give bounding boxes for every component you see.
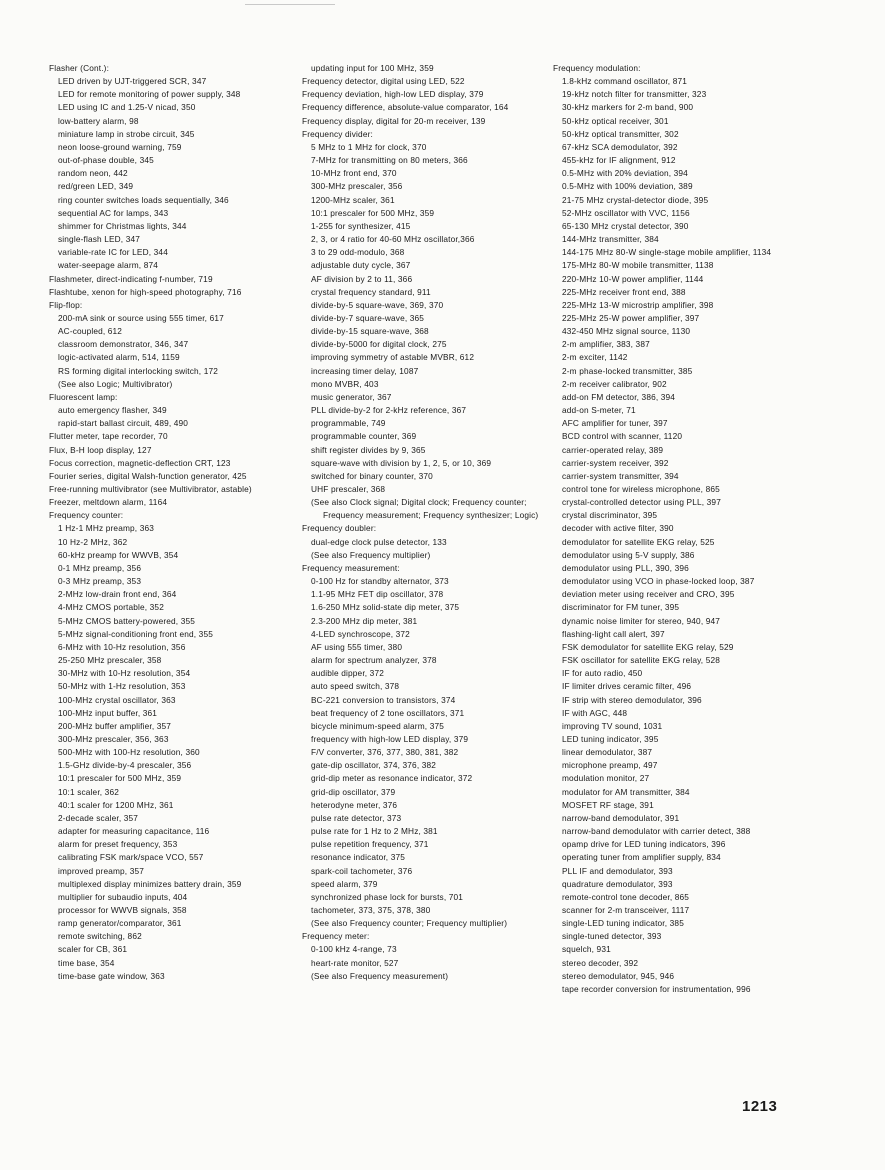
index-subentry: narrow-band demodulator with carrier detect, 388: [562, 826, 751, 837]
index-subentry: BCD control with scanner, 1120: [562, 431, 683, 442]
index-subentry: neon loose-ground warning, 759: [58, 141, 182, 152]
index-subentry: control tone for wireless microphone, 865: [562, 484, 720, 494]
index-subentry: 1.1-95 MHz FET dip oscillator, 378: [311, 589, 444, 600]
index-subentry: PLL divide-by-2 for 2-kHz reference, 367: [311, 405, 467, 416]
index-heading-entry: Flashmeter, direct-indicating f-number, 719: [49, 273, 213, 284]
index-subentry: 5-MHz CMOS battery-powered, 355: [58, 615, 195, 626]
index-heading-entry: Frequency measurement:: [302, 562, 400, 573]
index-subentry: 2-m amplifier, 383, 387: [562, 339, 650, 350]
index-subentry: operating tuner from amplifier supply, 834: [562, 852, 721, 863]
index-subentry: increasing timer delay, 1087: [311, 365, 419, 376]
index-subentry: 144-MHz transmitter, 384: [562, 234, 659, 245]
index-subentry: 300-MHz prescaler, 356, 363: [58, 733, 169, 744]
index-subentry: 50-MHz with 1-Hz resolution, 353: [58, 681, 186, 692]
index-subentry: 200-mA sink or source using 555 timer, 617: [58, 312, 224, 323]
index-subentry: quadrature demodulator, 393: [562, 878, 673, 889]
index-heading-entry: Frequency counter:: [49, 510, 124, 521]
index-subentry: F/V converter, 376, 377, 380, 381, 382: [311, 747, 459, 758]
index-subentry: alarm for spectrum analyzer, 378: [311, 655, 437, 666]
index-subentry: improving TV sound, 1031: [562, 720, 663, 731]
index-subentry: shimmer for Christmas lights, 344: [58, 220, 187, 231]
index-subentry: tachometer, 373, 375, 378, 380: [311, 905, 431, 915]
index-subentry: 10:1 prescaler for 500 MHz, 359: [311, 207, 435, 218]
index-heading-entry: Frequency deviation, high-low LED display, 379: [302, 89, 484, 100]
index-subentry: 1-255 for synthesizer, 415: [311, 220, 411, 231]
index-subentry: resonance indicator, 375: [311, 852, 406, 863]
index-subentry: RS forming digital interlocking switch, 172: [58, 365, 219, 376]
index-subentry: 1200-MHz scaler, 361: [311, 194, 395, 205]
index-subentry: 225-MHz 25-W power amplifier, 397: [562, 312, 700, 323]
index-subentry: LED driven by UJT-triggered SCR, 347: [58, 76, 207, 87]
top-edge-line: [245, 4, 335, 5]
index-subentry: pulse rate detector, 373: [311, 812, 402, 823]
index-subentry: 1 Hz-1 MHz preamp, 363: [58, 523, 154, 534]
index-subentry: scanner for 2-m transceiver, 1117: [562, 905, 690, 915]
index-subentry: 2, 3, or 4 ratio for 40-60 MHz oscillator,366: [311, 234, 475, 245]
index-subentry: 52-MHz oscillator with VVC, 1156: [562, 207, 690, 218]
index-subentry: 2-m phase-locked transmitter, 385: [562, 365, 693, 376]
index-subentry: LED using IC and 1.25-V nicad, 350: [58, 102, 196, 113]
index-subentry: logic-activated alarm, 514, 1159: [58, 352, 180, 363]
index-subentry: IF for auto radio, 450: [562, 668, 643, 679]
index-subentry: dual-edge clock pulse detector, 133: [311, 536, 447, 547]
page-number: 1213: [742, 1098, 778, 1115]
index-subentry: 100-MHz crystal oscillator, 363: [58, 694, 176, 705]
index-subentry: 0-3 MHz preamp, 353: [58, 576, 142, 587]
index-subentry: ramp generator/comparator, 361: [58, 918, 182, 929]
index-subentry: 4-MHz CMOS portable, 352: [58, 602, 164, 613]
index-column-2: [302, 62, 544, 983]
index-heading-entry: Freezer, meltdown alarm, 1164: [49, 497, 168, 508]
index-subentry: 1.5-GHz divide-by-4 prescaler, 356: [58, 760, 192, 771]
index-subentry: adapter for measuring capacitance, 116: [58, 826, 210, 837]
index-subentry: switched for binary counter, 370: [311, 470, 433, 481]
index-subentry: 2-decade scaler, 357: [58, 812, 139, 823]
index-subentry: squelch, 931: [562, 944, 611, 955]
index-subentry: single-LED tuning indicator, 385: [562, 918, 684, 929]
index-subentry: updating input for 100 MHz, 359: [311, 63, 434, 73]
index-subentry: 7-MHz for transmitting on 80 meters, 366: [311, 155, 468, 166]
index-heading-entry: Fluorescent lamp:: [49, 391, 118, 402]
index-subentry: gate-dip oscillator, 374, 376, 382: [311, 760, 437, 771]
index-heading-entry: Flip-flop:: [49, 299, 83, 310]
index-subentry: 10 Hz-2 MHz, 362: [58, 536, 128, 547]
index-subentry: AF division by 2 to 11, 366: [311, 273, 413, 284]
index-subentry: 10:1 scaler, 362: [58, 786, 119, 797]
index-subentry: 30-MHz with 10-Hz resolution, 354: [58, 668, 191, 679]
index-heading-entry: Flasher (Cont.):: [49, 63, 110, 73]
index-subentry: 50-kHz optical transmitter, 302: [562, 128, 679, 139]
index-subentry: processor for WWVB signals, 358: [58, 905, 187, 915]
index-heading-entry: Free-running multivibrator (see Multivibrator, astable): [49, 484, 252, 494]
index-subentry: time-base gate window, 363: [58, 970, 165, 981]
index-subentry: 10:1 prescaler for 500 MHz, 359: [58, 773, 182, 784]
index-subentry: water-seepage alarm, 874: [58, 260, 158, 271]
index-subentry: pulse rate for 1 Hz to 2 MHz, 381: [311, 826, 438, 837]
index-subentry: 19-kHz notch filter for transmitter, 323: [562, 89, 707, 100]
index-subentry: grid-dip oscillator, 379: [311, 786, 396, 797]
index-subentry: shift register divides by 9, 365: [311, 444, 426, 455]
index-subentry: 2-m exciter, 1142: [562, 352, 628, 363]
index-subentry: improving symmetry of astable MVBR, 612: [311, 352, 475, 363]
index-subentry: stereo demodulator, 945, 946: [562, 970, 675, 981]
index-subentry: heart-rate monitor, 527: [311, 957, 399, 968]
index-subentry: 67-kHz SCA demodulator, 392: [562, 141, 678, 152]
index-subentry: 50-kHz optical receiver, 301: [562, 115, 669, 126]
index-subentry: low-battery alarm, 98: [58, 115, 139, 126]
index-subentry: carrier-system receiver, 392: [562, 457, 669, 468]
index-subentry: 1.8-kHz command oscillator, 871: [562, 76, 688, 87]
index-subentry: IF with AGC, 448: [562, 707, 628, 718]
index-subentry: linear demodulator, 387: [562, 747, 653, 758]
index-subentry: 25-250 MHz prescaler, 358: [58, 655, 162, 666]
index-subentry: out-of-phase double, 345: [58, 155, 154, 166]
index-subentry: AFC amplifier for tuner, 397: [562, 418, 668, 429]
index-subentry: 60-kHz preamp for WWVB, 354: [58, 549, 179, 560]
index-subentry: opamp drive for LED tuning indicators, 396: [562, 839, 726, 850]
index-subentry: demodulator using VCO in phase-locked loop, 387: [562, 576, 755, 587]
index-subentry: remote-control tone decoder, 865: [562, 891, 690, 902]
index-subentry: 2-MHz low-drain front end, 364: [58, 589, 177, 600]
index-subentry: (See also Logic; Multivibrator): [58, 378, 173, 389]
index-subentry: heterodyne meter, 376: [311, 799, 398, 810]
index-subentry: FSK demodulator for satellite EKG relay, 529: [562, 641, 734, 652]
index-subentry: multiplier for subaudio inputs, 404: [58, 891, 188, 902]
index-subentry: adjustable duty cycle, 367: [311, 260, 411, 271]
index-subentry: variable-rate IC for LED, 344: [58, 247, 168, 258]
index-subentry: mono MVBR, 403: [311, 378, 379, 389]
index-column-3: [553, 62, 798, 996]
index-subentry: dynamic noise limiter for stereo, 940, 947: [562, 615, 721, 626]
index-subentry: crystal frequency standard, 911: [311, 286, 431, 297]
index-subentry: synchronized phase lock for bursts, 701: [311, 891, 464, 902]
index-subentry: 4-LED synchroscope, 372: [311, 628, 410, 639]
index-subentry: auto speed switch, 378: [311, 681, 400, 692]
index-subentry: single-flash LED, 347: [58, 234, 141, 245]
index-subentry: (See also Frequency measurement): [311, 970, 449, 981]
index-subentry: 0.5-MHz with 100% deviation, 389: [562, 181, 693, 192]
index-subentry: programmable, 749: [311, 418, 386, 429]
index-subentry: BC-221 conversion to transistors, 374: [311, 694, 456, 705]
index-subentry: (See also Frequency counter; Frequency multiplier): [311, 918, 508, 929]
index-heading-entry: Flashtube, xenon for high-speed photography, 716: [49, 286, 242, 297]
index-subentry: frequency with high-low LED display, 379: [311, 733, 469, 744]
index-subentry: (See also Clock signal; Digital clock; Frequency counter; Frequency measurement; Frequency synthesizer; Logic): [311, 497, 539, 521]
index-subentry: remote switching, 862: [58, 931, 142, 942]
index-heading-entry: Flutter meter, tape recorder, 70: [49, 431, 168, 442]
index-subentry: 175-MHz 80-W mobile transmitter, 1138: [562, 260, 714, 271]
index-subentry: IF strip with stereo demodulator, 396: [562, 694, 702, 705]
index-subentry: square-wave with division by 1, 2, 5, or 10, 369: [311, 457, 492, 468]
index-subentry: add-on FM detector, 386, 394: [562, 391, 676, 402]
index-heading-entry: Frequency detector, digital using LED, 522: [302, 76, 465, 87]
index-subentry: discriminator for FM tuner, 395: [562, 602, 680, 613]
index-subentry: 300-MHz prescaler, 356: [311, 181, 403, 192]
index-subentry: demodulator for satellite EKG relay, 525: [562, 536, 715, 547]
index-subentry: AF using 555 timer, 380: [311, 641, 403, 652]
index-subentry: 200-MHz buffer amplifier, 357: [58, 720, 172, 731]
index-subentry: 100-MHz input buffer, 361: [58, 707, 158, 718]
index-column-1: [49, 62, 289, 983]
index-heading-entry: Fourier series, digital Walsh-function generator, 425: [49, 470, 247, 481]
index-subentry: 432-450 MHz signal source, 1130: [562, 326, 691, 337]
index-subentry: programmable counter, 369: [311, 431, 417, 442]
index-subentry: random neon, 442: [58, 168, 128, 179]
index-subentry: pulse repetition frequency, 371: [311, 839, 429, 850]
index-subentry: microphone preamp, 497: [562, 760, 658, 771]
index-subentry: alarm for preset frequency, 353: [58, 839, 178, 850]
index-subentry: decoder with active filter, 390: [562, 523, 674, 534]
index-subentry: MOSFET RF stage, 391: [562, 799, 654, 810]
index-subentry: deviation meter using receiver and CRO, 395: [562, 589, 735, 600]
index-subentry: 5 MHz to 1 MHz for clock, 370: [311, 141, 427, 152]
index-subentry: 1.6-250 MHz solid-state dip meter, 375: [311, 602, 460, 613]
index-subentry: AC-coupled, 612: [58, 326, 123, 337]
index-subentry: beat frequency of 2 tone oscillators, 371: [311, 707, 465, 718]
index-subentry: 144-175 MHz 80-W single-stage mobile amplifier, 1134: [562, 247, 772, 258]
index-subentry: demodulator using PLL, 390, 396: [562, 562, 689, 573]
index-subentry: LED for remote monitoring of power supply, 348: [58, 89, 241, 100]
index-subentry: 21-75 MHz crystal-detector diode, 395: [562, 194, 709, 205]
index-subentry: UHF prescaler, 368: [311, 484, 386, 494]
index-subentry: miniature lamp in strobe circuit, 345: [58, 128, 195, 139]
index-subentry: flashing-light call alert, 397: [562, 628, 665, 639]
index-subentry: music generator, 367: [311, 391, 392, 402]
index-subentry: stereo decoder, 392: [562, 957, 639, 968]
index-subentry: modulation monitor, 27: [562, 773, 650, 784]
index-subentry: 6-MHz with 10-Hz resolution, 356: [58, 641, 186, 652]
index-subentry: (See also Frequency multiplier): [311, 549, 431, 560]
index-subentry: modulator for AM transmitter, 384: [562, 786, 690, 797]
index-subentry: 2.3-200 MHz dip meter, 381: [311, 615, 418, 626]
index-subentry: 65-130 MHz crystal detector, 390: [562, 220, 689, 231]
index-subentry: multiplexed display minimizes battery drain, 359: [58, 878, 242, 889]
index-subentry: 2-m receiver calibrator, 902: [562, 378, 667, 389]
index-subentry: 225-MHz receiver front end, 388: [562, 286, 686, 297]
index-subentry: grid-dip meter as resonance indicator, 372: [311, 773, 473, 784]
index-subentry: 40:1 scaler for 1200 MHz, 361: [58, 799, 174, 810]
index-heading-entry: Frequency divider:: [302, 128, 373, 139]
index-subentry: divide-by-7 square-wave, 365: [311, 312, 425, 323]
index-heading-entry: Focus correction, magnetic-deflection CRT, 123: [49, 457, 231, 468]
index-subentry: tape recorder conversion for instrumentation, 996: [562, 983, 751, 994]
index-heading-entry: Frequency display, digital for 20-m receiver, 139: [302, 115, 486, 126]
index-subentry: 225-MHz 13-W microstrip amplifier, 398: [562, 299, 714, 310]
index-heading-entry: Frequency meter:: [302, 931, 370, 942]
index-subentry: auto emergency flasher, 349: [58, 405, 167, 416]
index-subentry: divide-by-5000 for digital clock, 275: [311, 339, 447, 350]
index-subentry: carrier-operated relay, 389: [562, 444, 664, 455]
index-subentry: calibrating FSK mark/space VCO, 557: [58, 852, 204, 863]
index-subentry: spark-coil tachometer, 376: [311, 865, 413, 876]
index-subentry: add-on S-meter, 71: [562, 405, 636, 416]
index-subentry: demodulator using 5-V supply, 386: [562, 549, 695, 560]
index-subentry: single-tuned detector, 393: [562, 931, 662, 942]
index-heading-entry: Flux, B-H loop display, 127: [49, 444, 152, 455]
index-subentry: 500-MHz with 100-Hz resolution, 360: [58, 747, 200, 758]
index-subentry: crystal discriminator, 395: [562, 510, 658, 521]
index-heading-entry: Frequency modulation:: [553, 63, 641, 73]
index-subentry: 0-100 Hz for standby alternator, 373: [311, 576, 449, 587]
index-subentry: audible dipper, 372: [311, 668, 384, 679]
index-heading-entry: Frequency doubler:: [302, 523, 377, 534]
index-subentry: 455-kHz for IF alignment, 912: [562, 155, 676, 166]
index-subentry: 220-MHz 10-W power amplifier, 1144: [562, 273, 704, 284]
index-subentry: time base, 354: [58, 957, 115, 968]
index-subentry: rapid-start ballast circuit, 489, 490: [58, 418, 189, 429]
index-subentry: divide-by-15 square-wave, 368: [311, 326, 429, 337]
index-subentry: scaler for CB, 361: [58, 944, 128, 955]
index-subentry: 10-MHz front end, 370: [311, 168, 397, 179]
index-subentry: ring counter switches loads sequentially, 346: [58, 194, 229, 205]
index-subentry: sequential AC for lamps, 343: [58, 207, 169, 218]
index-subentry: divide-by-5 square-wave, 369, 370: [311, 299, 444, 310]
index-subentry: bicycle minimum-speed alarm, 375: [311, 720, 444, 731]
index-subentry: 0.5-MHz with 20% deviation, 394: [562, 168, 688, 179]
index-subentry: crystal-controlled detector using PLL, 397: [562, 497, 721, 508]
index-subentry: FSK oscillator for satellite EKG relay, 528: [562, 655, 721, 666]
index-subentry: 0-100 kHz 4-range, 73: [311, 944, 397, 955]
index-subentry: speed alarm, 379: [311, 878, 378, 889]
index-subentry: carrier-system transmitter, 394: [562, 470, 679, 481]
index-subentry: narrow-band demodulator, 391: [562, 812, 680, 823]
index-subentry: improved preamp, 357: [58, 865, 145, 876]
index-subentry: 30-kHz markers for 2-m band, 900: [562, 102, 694, 113]
index-subentry: 0-1 MHz preamp, 356: [58, 562, 142, 573]
index-subentry: red/green LED, 349: [58, 181, 134, 192]
index-subentry: LED tuning indicator, 395: [562, 733, 659, 744]
index-subentry: 3 to 29 odd-modulo, 368: [311, 247, 405, 258]
index-subentry: IF limiter drives ceramic filter, 496: [562, 681, 692, 692]
index-heading-entry: Frequency difference, absolute-value comparator, 164: [302, 102, 509, 113]
index-subentry: 5-MHz signal-conditioning front end, 355: [58, 628, 213, 639]
index-subentry: PLL IF and demodulator, 393: [562, 865, 673, 876]
index-subentry: classroom demonstrator, 346, 347: [58, 339, 189, 350]
